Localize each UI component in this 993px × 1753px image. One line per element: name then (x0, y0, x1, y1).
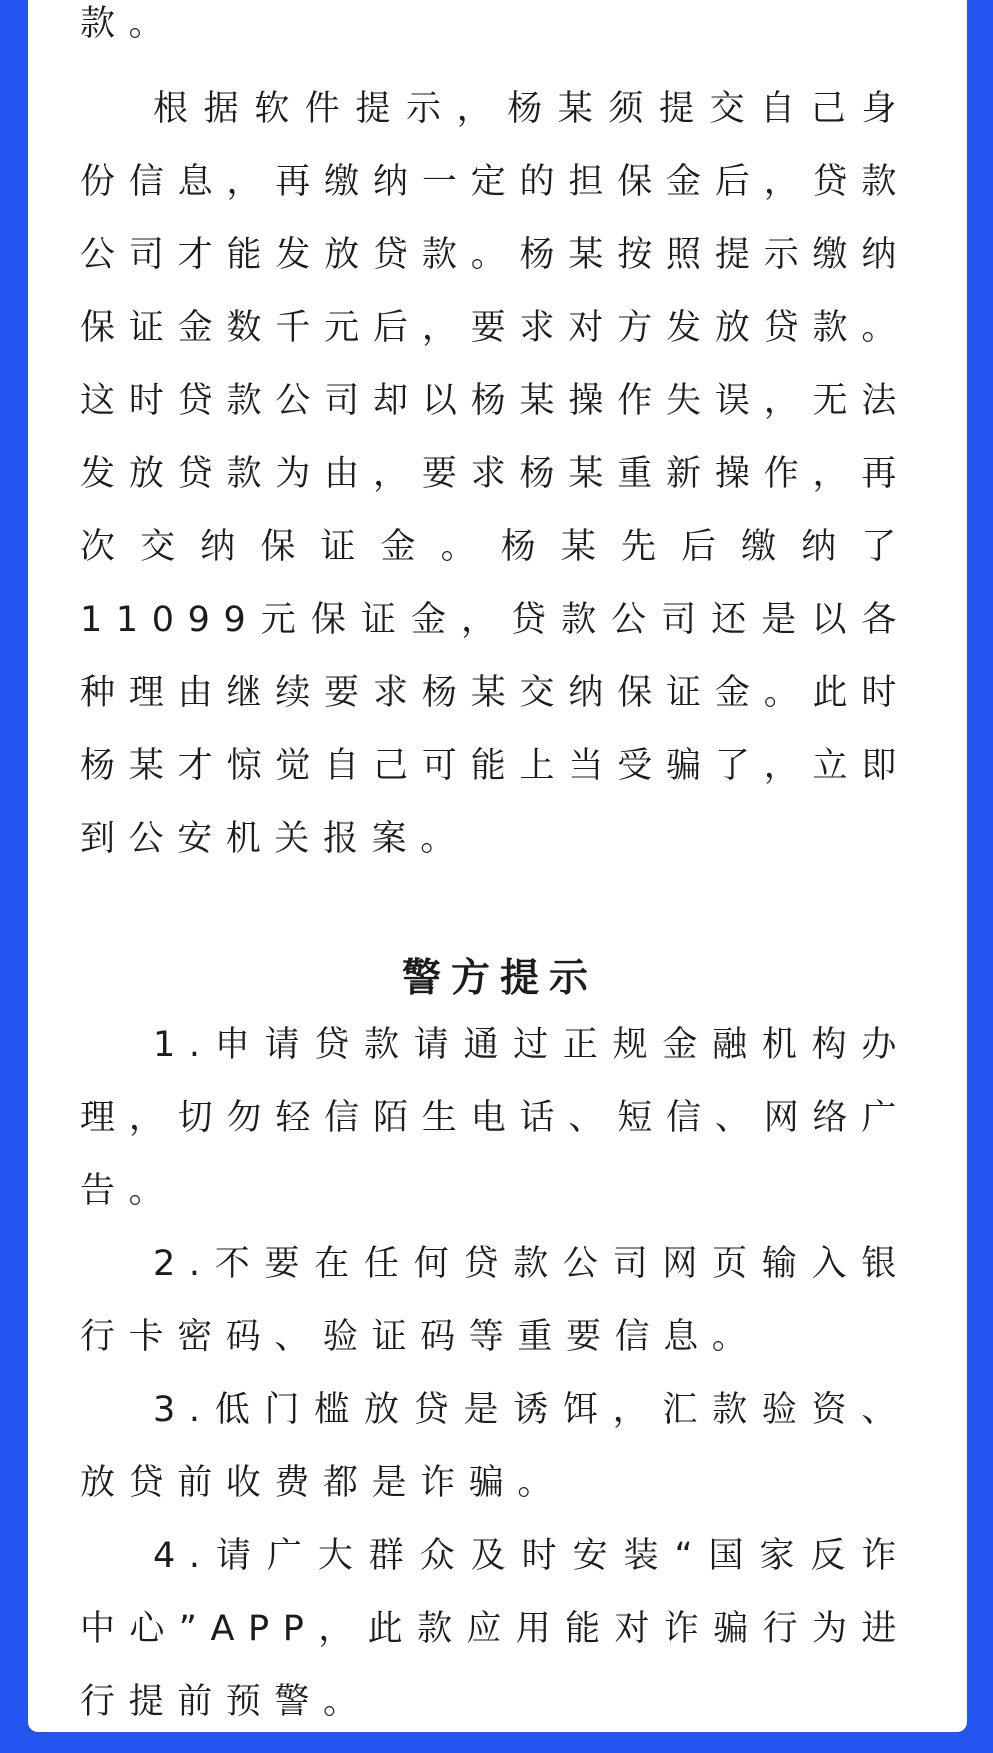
tip-item-3: 3.低门槛放贷是诱饵，汇款验资、放贷前收费都是诈骗。 (80, 1390, 910, 1503)
article-body (80, 0, 910, 1739)
case-paragraph: 根据软件提示，杨某须提交自己身份信息，再缴纳一定的担保金后，贷款公司才能发放贷款。杨某按照提示缴纳保证金数千元后，要求对方发放贷款。这时贷款公司却以杨某操作失误，无法发放贷款为由，要求杨某重新操作，再次交纳保证金。杨某先后缴纳了11099元保证金，贷款公司还是以各种理由继续要求杨某交纳保证金。此时杨某才惊觉自己可能上当受骗了，立即到公安机关报案。 (80, 89, 910, 859)
police-tips-heading: 警方提示 (401, 956, 598, 1001)
previous-paragraph-end: 款。 (80, 4, 178, 44)
tip-item-1: 1.申请贷款请通过正规金融机构办理，切勿轻信陌生电话、短信、网络广告。 (80, 1025, 910, 1211)
tip-item-2: 2.不要在任何贷款公司网页输入银行卡密码、验证码等重要信息。 (80, 1244, 910, 1357)
tip-item-4: 4.请广大群众及时安装“国家反诈中心”APP，此款应用能对诈骗行为进行提前预警。 (80, 1536, 910, 1722)
